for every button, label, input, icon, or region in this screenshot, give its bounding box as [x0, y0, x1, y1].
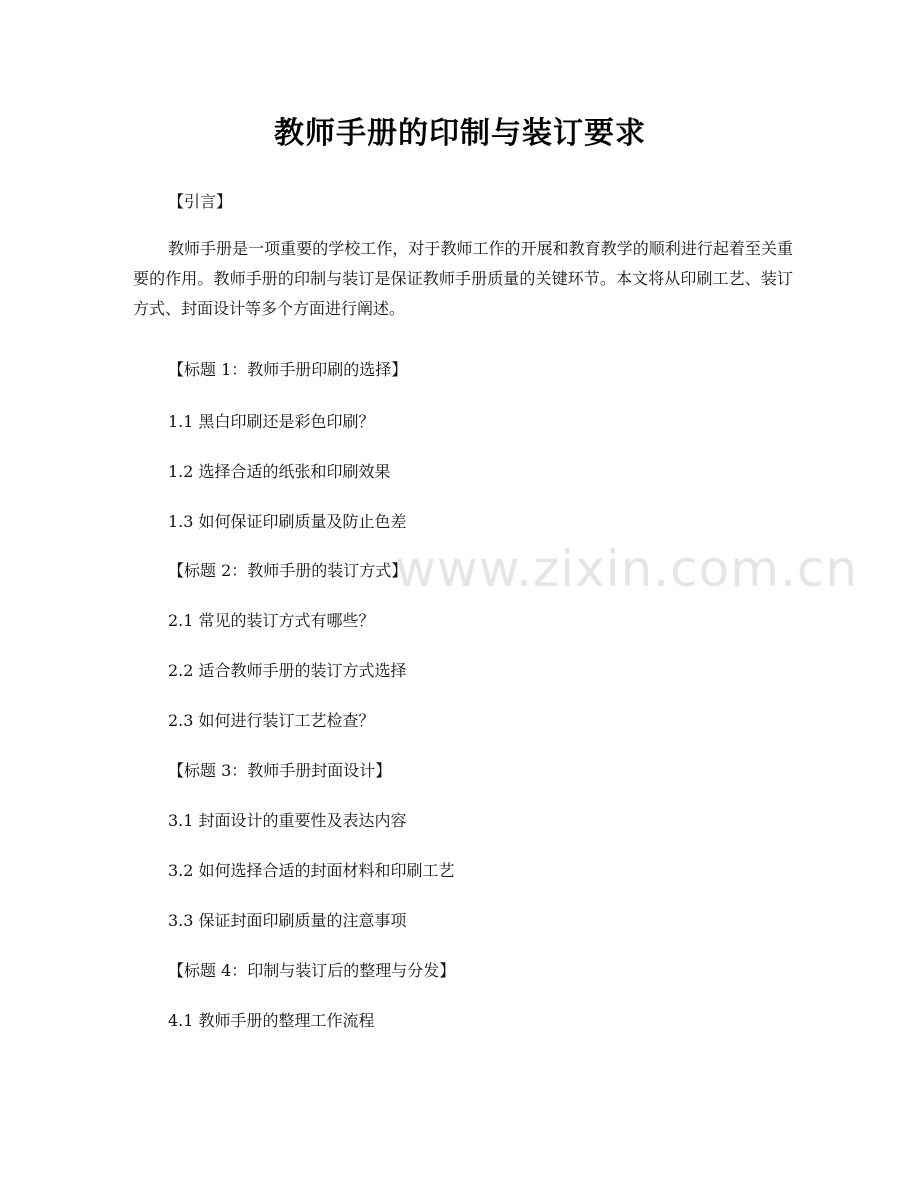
- section-4-item-1: 4.1 教师手册的整理工作流程: [168, 1011, 375, 1030]
- section-1-item-2: 1.2 选择合适的纸张和印刷效果: [168, 462, 391, 481]
- section-4-heading: 【标题 4：印制与装订后的整理与分发】: [168, 961, 456, 980]
- section-3-item-1: 3.1 封面设计的重要性及表达内容: [168, 811, 407, 830]
- intro-heading: 【引言】: [168, 192, 233, 211]
- intro-paragraph: 教师手册是一项重要的学校工作，对于教师工作的开展和教育教学的顺利进行起着至关重要的作用。教师手册的印制与装订是保证教师手册质量的关键环节。本文将从印刷工艺、装订方式、封面设计等多个方面进行阐述。: [133, 239, 793, 318]
- section-3-heading: 【标题 3：教师手册封面设计】: [168, 761, 392, 780]
- section-1-heading: 【标题 1：教师手册印刷的选择】: [168, 360, 408, 379]
- section-2-heading: 【标题 2：教师手册的装订方式】: [168, 561, 408, 580]
- watermark-text: www.zixin.com.cn: [395, 540, 859, 598]
- section-3-item-3: 3.3 保证封面印刷质量的注意事项: [168, 911, 407, 930]
- section-1-item-3: 1.3 如何保证印刷质量及防止色差: [168, 512, 407, 531]
- section-2-item-3: 2.3 如何进行装订工艺检查？: [168, 711, 375, 730]
- section-1-item-1: 1.1 黑白印刷还是彩色印刷？: [168, 412, 375, 431]
- section-2-item-2: 2.2 适合教师手册的装订方式选择: [168, 661, 407, 680]
- section-2-item-1: 2.1 常见的装订方式有哪些？: [168, 611, 375, 630]
- document-title: 教师手册的印制与装订要求: [274, 116, 646, 151]
- section-3-item-2: 3.2 如何选择合适的封面材料和印刷工艺: [168, 861, 455, 880]
